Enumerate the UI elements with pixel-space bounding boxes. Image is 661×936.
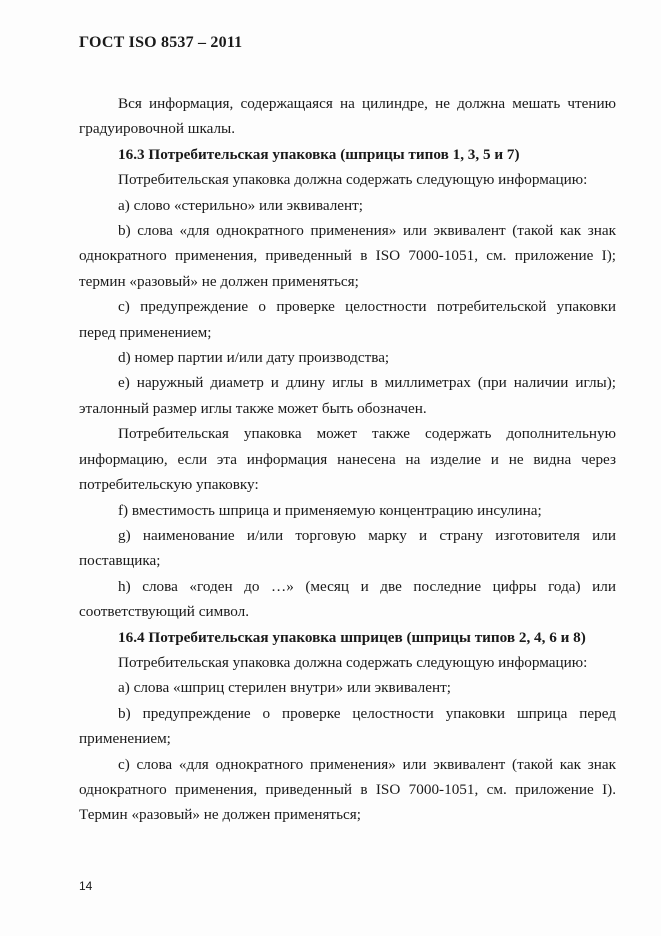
list-item: с) предупреждение о проверке целостности потребительской упаковки перед применением; bbox=[79, 298, 616, 341]
list-item: d) номер партии и/или дату производства; bbox=[118, 349, 390, 367]
paragraph: Потребительская упаковка может также содержать дополнительную информацию, если эта информация нанесена на изделие и не видна через потребительскую упаковку: bbox=[79, 425, 616, 494]
list-item: b) предупреждение о проверке целостности упаковки шприца перед применением; bbox=[79, 704, 616, 748]
list-item: f) вместимость шприца и применяемую концентрацию инсулина; bbox=[118, 501, 542, 519]
paragraph: Потребительская упаковка должна содержать следующую информацию: bbox=[118, 171, 588, 189]
section-heading-16-4: 16.4 Потребительская упаковка шприцев (шприцы типов 2, 4, 6 и 8) bbox=[118, 628, 586, 646]
list-item: с) слова «для однократного применения» или эквивалент (такой как знак однократного применения, приведенный в ISO 7000-1051, см. приложение I). Термин «разовый» не должен применяться; bbox=[79, 755, 616, 824]
body-text bbox=[79, 91, 616, 828]
paragraph: Вся информация, содержащаяся на цилиндре, не должна мешать чтению градуировочной шкалы. bbox=[79, 95, 616, 138]
section-heading-16-3: 16.3 Потребительская упаковка (шприцы типов 1, 3, 5 и 7) bbox=[118, 145, 520, 163]
list-item: b) слова «для однократного применения» или эквивалент (такой как знак однократного применения, приведенный в ISO 7000-1051, см. приложение I); термин «разовый» не должен применяться; bbox=[79, 222, 616, 290]
list-item: е) наружный диаметр и длину иглы в миллиметрах (при наличии иглы); эталонный размер иглы также может быть обозначен. bbox=[79, 374, 616, 417]
list-item: а) слово «стерильно» или эквивалент; bbox=[118, 196, 363, 214]
list-item: g) наименование и/или торговую марку и страну изготовителя или поставщика; bbox=[79, 526, 616, 570]
document-header: ГОСТ ISO 8537 – 2011 bbox=[79, 34, 243, 51]
paragraph: Потребительская упаковка должна содержать следующую информацию: bbox=[118, 653, 588, 671]
list-item: h) слова «годен до …» (месяц и две последние цифры года) или соответствующий символ. bbox=[79, 577, 616, 621]
list-item: а) слова «шприц стерилен внутри» или эквивалент; bbox=[118, 679, 451, 697]
page-number: 14 bbox=[79, 879, 93, 893]
